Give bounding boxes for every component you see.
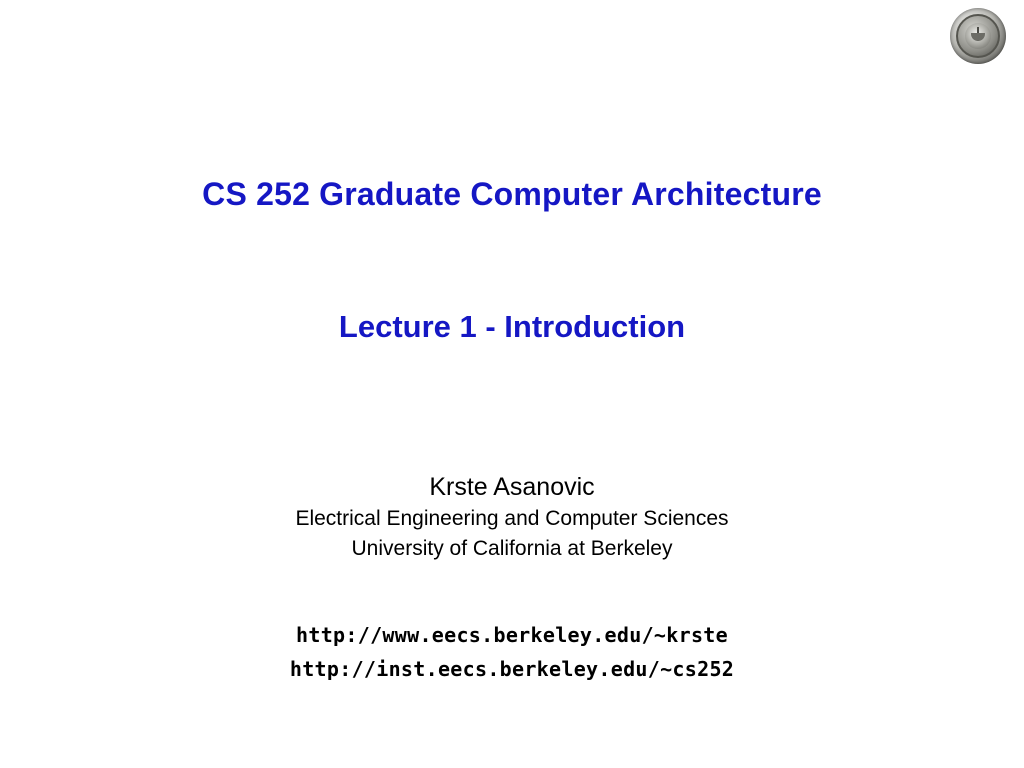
uc-berkeley-seal-icon (950, 8, 1006, 64)
title-block (0, 175, 1024, 345)
presenter-name: Krste Asanovic (429, 473, 595, 501)
page-subtitle: Lecture 1 - Introduction (338, 309, 686, 345)
course-homepage-link[interactable]: http://inst.eecs.berkeley.edu/~cs252 (289, 657, 735, 682)
seal-inner-ring (956, 14, 1000, 58)
presenter-institution: University of California at Berkeley (351, 536, 673, 560)
presenter-block (0, 472, 1024, 564)
presenter-department: Electrical Engineering and Computer Sciences (295, 506, 729, 530)
links-block (0, 618, 1024, 687)
personal-homepage-link[interactable]: http://www.eecs.berkeley.edu/~krste (296, 623, 728, 647)
seal-core (965, 23, 991, 49)
page-title: CS 252 Graduate Computer Architecture (202, 176, 822, 212)
